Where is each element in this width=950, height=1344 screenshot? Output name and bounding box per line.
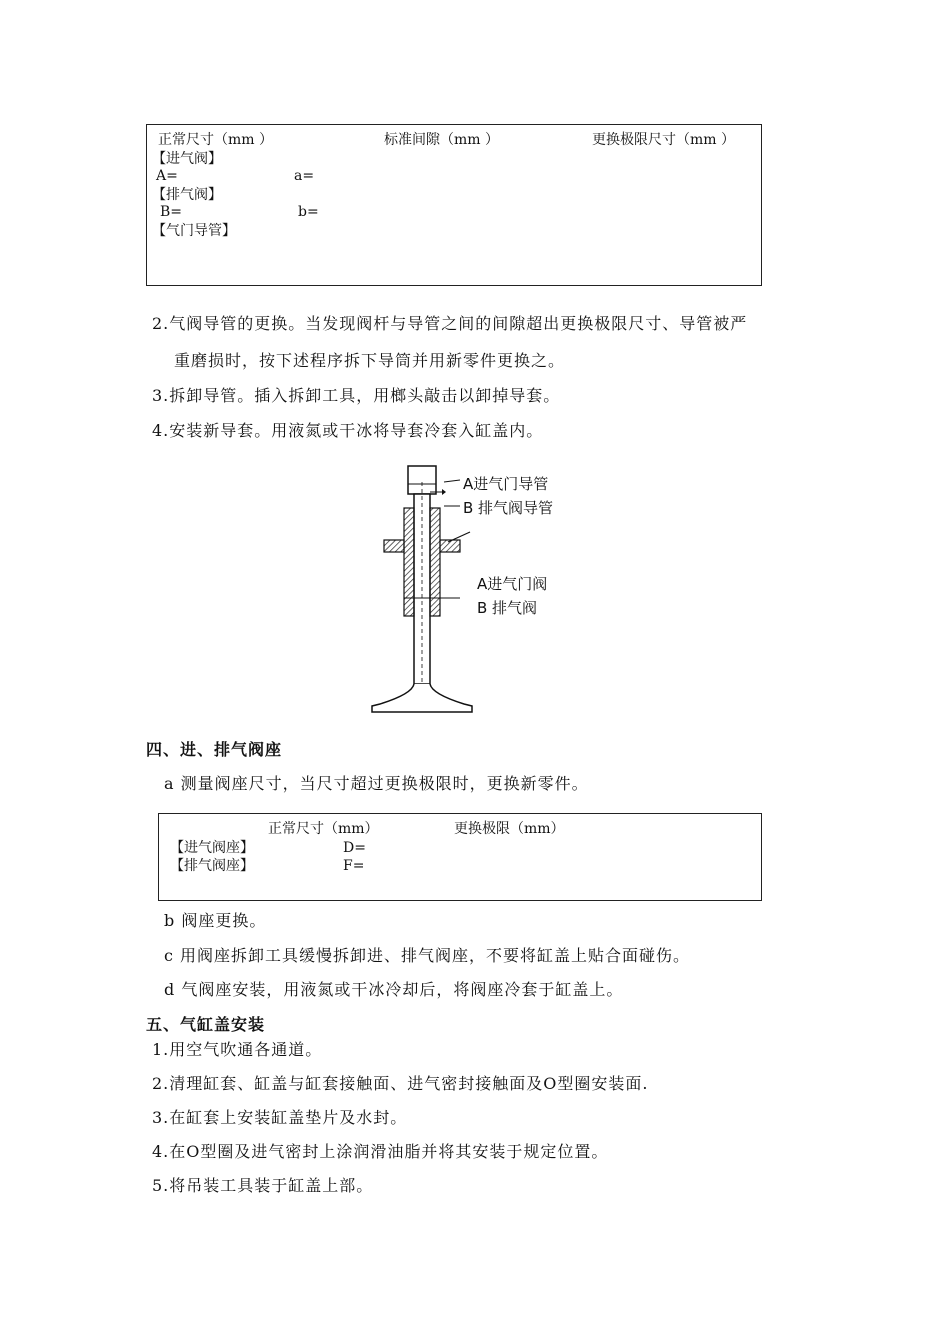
step-2-line2: 重磨损时，按下述程序拆下导筒并用新零件更换之。 [174,351,566,370]
section-4-title: 四、进、排气阀座 [146,740,283,759]
section-5-step-5: 5.将吊装工具装于缸盖上部。 [152,1176,374,1195]
step-4: 4.安装新导套。用液氮或干冰将导套冷套入缸盖内。 [152,421,544,440]
table1-A-value: A= [156,168,178,184]
section-4-item-d: d 气阀座安装，用液氮或干冰冷却后，将阀座冷套于缸盖上。 [164,980,624,999]
table2-D-value: D= [343,840,366,856]
figure-label-b-exhaust-valve: B 排气阀 [477,599,538,617]
table2-col-limit: 更换极限（mm） [454,821,565,837]
table1-col-limit: 更换极限尺寸（mm ） [592,132,736,148]
table2-col-normal: 正常尺寸（mm） [268,821,379,837]
section-5-title: 五、气缸盖安装 [146,1015,266,1034]
step-3: 3.拆卸导管。插入拆卸工具，用榔头敲击以卸掉导套。 [152,386,561,405]
figure-label-a-intake-valve: A进气门阀 [477,575,548,593]
table1-col-clearance: 标准间隙（mm ） [384,132,500,148]
figure-label-a-intake-guide: A进气门导管 [463,475,549,493]
table1-guide-label: 【气门导管】 [152,223,236,239]
section-5-step-2: 2.清理缸套、缸盖与缸套接触面、进气密封接触面及O型圈安装面. [152,1074,649,1093]
table1-B-value: B= [160,204,183,220]
table1-exhaust-label: 【排气阀】 [152,187,222,203]
table1-col-normal: 正常尺寸（mm ） [158,132,274,148]
figure-label-b-exhaust-guide: B 排气阀导管 [463,499,554,517]
section-4-item-a: a 测量阀座尺寸，当尺寸超过更换极限时，更换新零件。 [164,774,589,793]
step-2-line1: 2.气阀导管的更换。当发现阀杆与导管之间的间隙超出更换极限尺寸、导管被严 [152,314,748,333]
section-5-step-4: 4.在O型圈及进气密封上涂润滑油脂并将其安装于规定位置。 [152,1142,609,1161]
table2-intake-seat-label: 【进气阀座】 [170,840,254,856]
table1-intake-label: 【进气阀】 [152,151,222,167]
section-4-item-b: b 阀座更换。 [164,911,267,930]
section-5-step-1: 1.用空气吹通各通道。 [152,1040,323,1059]
section-5-step-3: 3.在缸套上安装缸盖垫片及水封。 [152,1108,408,1127]
section-4-item-c: c 用阀座拆卸工具缓慢拆卸进、排气阀座，不要将缸盖上贴合面碰伤。 [164,946,691,965]
table2-exhaust-seat-label: 【排气阀座】 [170,858,254,874]
table2-F-value: F= [343,858,365,874]
table1-b-value: b= [298,204,319,220]
table1-a-value: a= [294,168,315,184]
